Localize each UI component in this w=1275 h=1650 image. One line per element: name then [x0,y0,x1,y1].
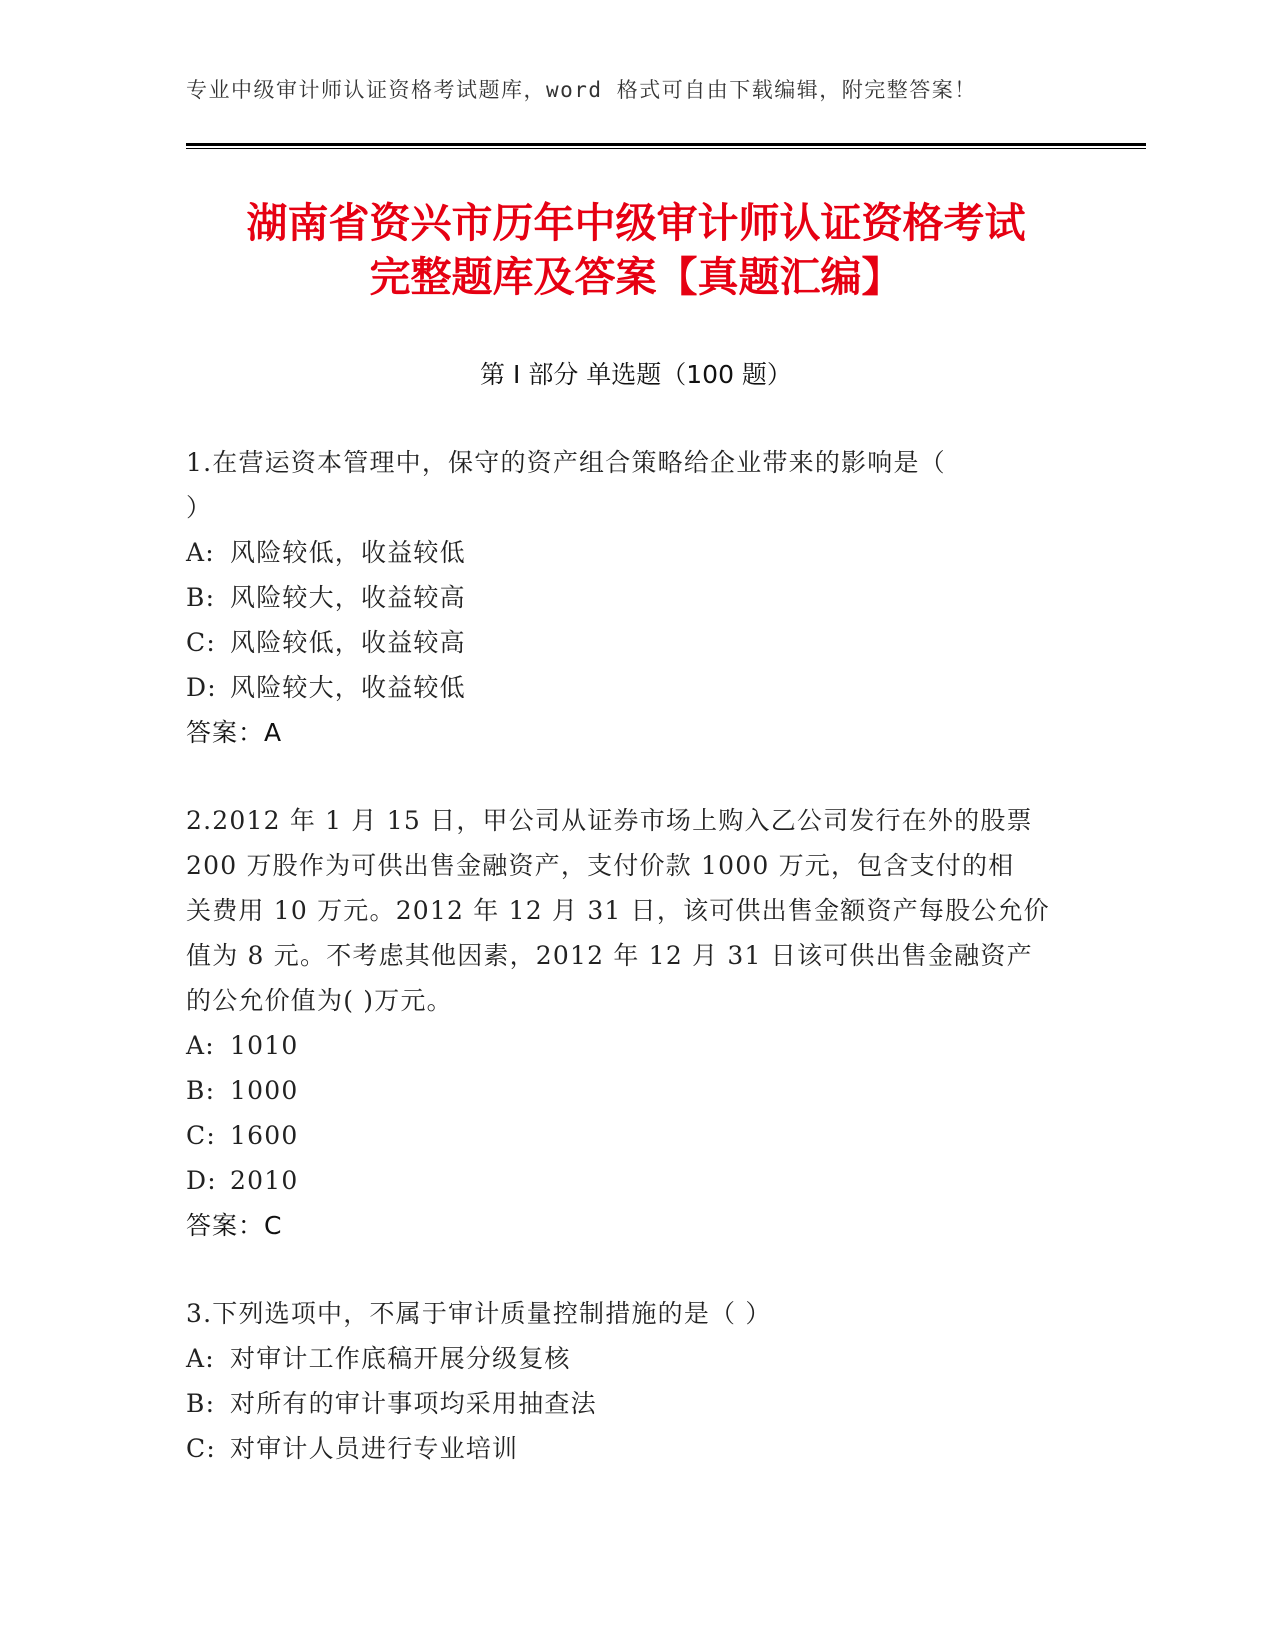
option-key: C: [186,1434,216,1463]
option-key: C: [186,628,216,657]
option-text: 风险较低，收益较低 [230,538,466,567]
document-title [186,196,1086,304]
option-key: B: [186,1076,216,1105]
section-title: 第 I 部分 单选题（100 题） [480,360,792,389]
option-d [186,665,1086,710]
option-text: 1010 [230,1031,299,1060]
option-d [186,1158,1086,1203]
option-c [186,1426,1086,1471]
stem-line: 关费用 10 万元。2012 年 12 月 31 日，该可供出售金额资产每股公允价 [186,896,1050,925]
stem-line: 200 万股作为可供出售金融资产，支付价款 1000 万元，包含支付的相 [186,851,1015,880]
stem-line: ） [186,493,213,522]
stem-line: 值为 8 元。不考虑其他因素，2012 年 12 月 31 日该可供出售金融资产 [186,941,1033,970]
option-key: B: [186,583,216,612]
option-key: D: [186,673,217,702]
header-rule-thin [186,148,1146,149]
option-key: A: [186,1344,215,1373]
question-stem [186,1291,1086,1336]
option-text: 风险较大，收益较低 [230,673,466,702]
question-1 [186,440,1086,755]
option-b [186,1381,1086,1426]
option-key: A: [186,538,215,567]
answer-label: 答案：A [186,718,283,747]
option-key: C: [186,1121,216,1150]
option-text: 对审计人员进行专业培训 [230,1434,519,1463]
option-text: 风险较低，收益较高 [230,628,466,657]
stem-line: 1.在营运资本管理中，保守的资产组合策略给企业带来的影响是（ [186,448,946,477]
option-text: 对所有的审计事项均采用抽查法 [230,1389,597,1418]
question-list [186,440,1086,1514]
header-note: 专业中级审计师认证资格考试题库，word 格式可自由下载编辑，附完整答案！ [186,78,977,102]
option-text: 1600 [230,1121,299,1150]
stem-line: 3.下列选项中，不属于审计质量控制措施的是（ ） [186,1299,772,1328]
option-key: A: [186,1031,215,1060]
option-text: 1000 [230,1076,299,1105]
question-3 [186,1291,1086,1471]
option-key: B: [186,1389,216,1418]
question-2 [186,798,1086,1248]
option-c [186,1113,1086,1158]
option-text: 风险较大，收益较高 [230,583,466,612]
option-text: 对审计工作底稿开展分级复核 [230,1344,571,1373]
option-a [186,1023,1086,1068]
question-stem [186,798,1086,1023]
stem-line: 2.2012 年 1 月 15 日，甲公司从证券市场上购入乙公司发行在外的股票 [186,806,1033,835]
option-b [186,1068,1086,1113]
answer-label: 答案：C [186,1211,283,1240]
title-line-2: 完整题库及答案【真题汇编】 [369,253,903,301]
option-c [186,620,1086,665]
title-line-1: 湖南省资兴市历年中级审计师认证资格考试 [246,199,1026,247]
option-b [186,575,1086,620]
header-rule [186,143,1146,146]
option-key: D: [186,1166,217,1195]
option-a [186,1336,1086,1381]
option-a [186,530,1086,575]
question-stem [186,440,1086,530]
stem-line: 的公允价值为( )万元。 [186,986,453,1015]
option-text: 2010 [230,1166,299,1195]
